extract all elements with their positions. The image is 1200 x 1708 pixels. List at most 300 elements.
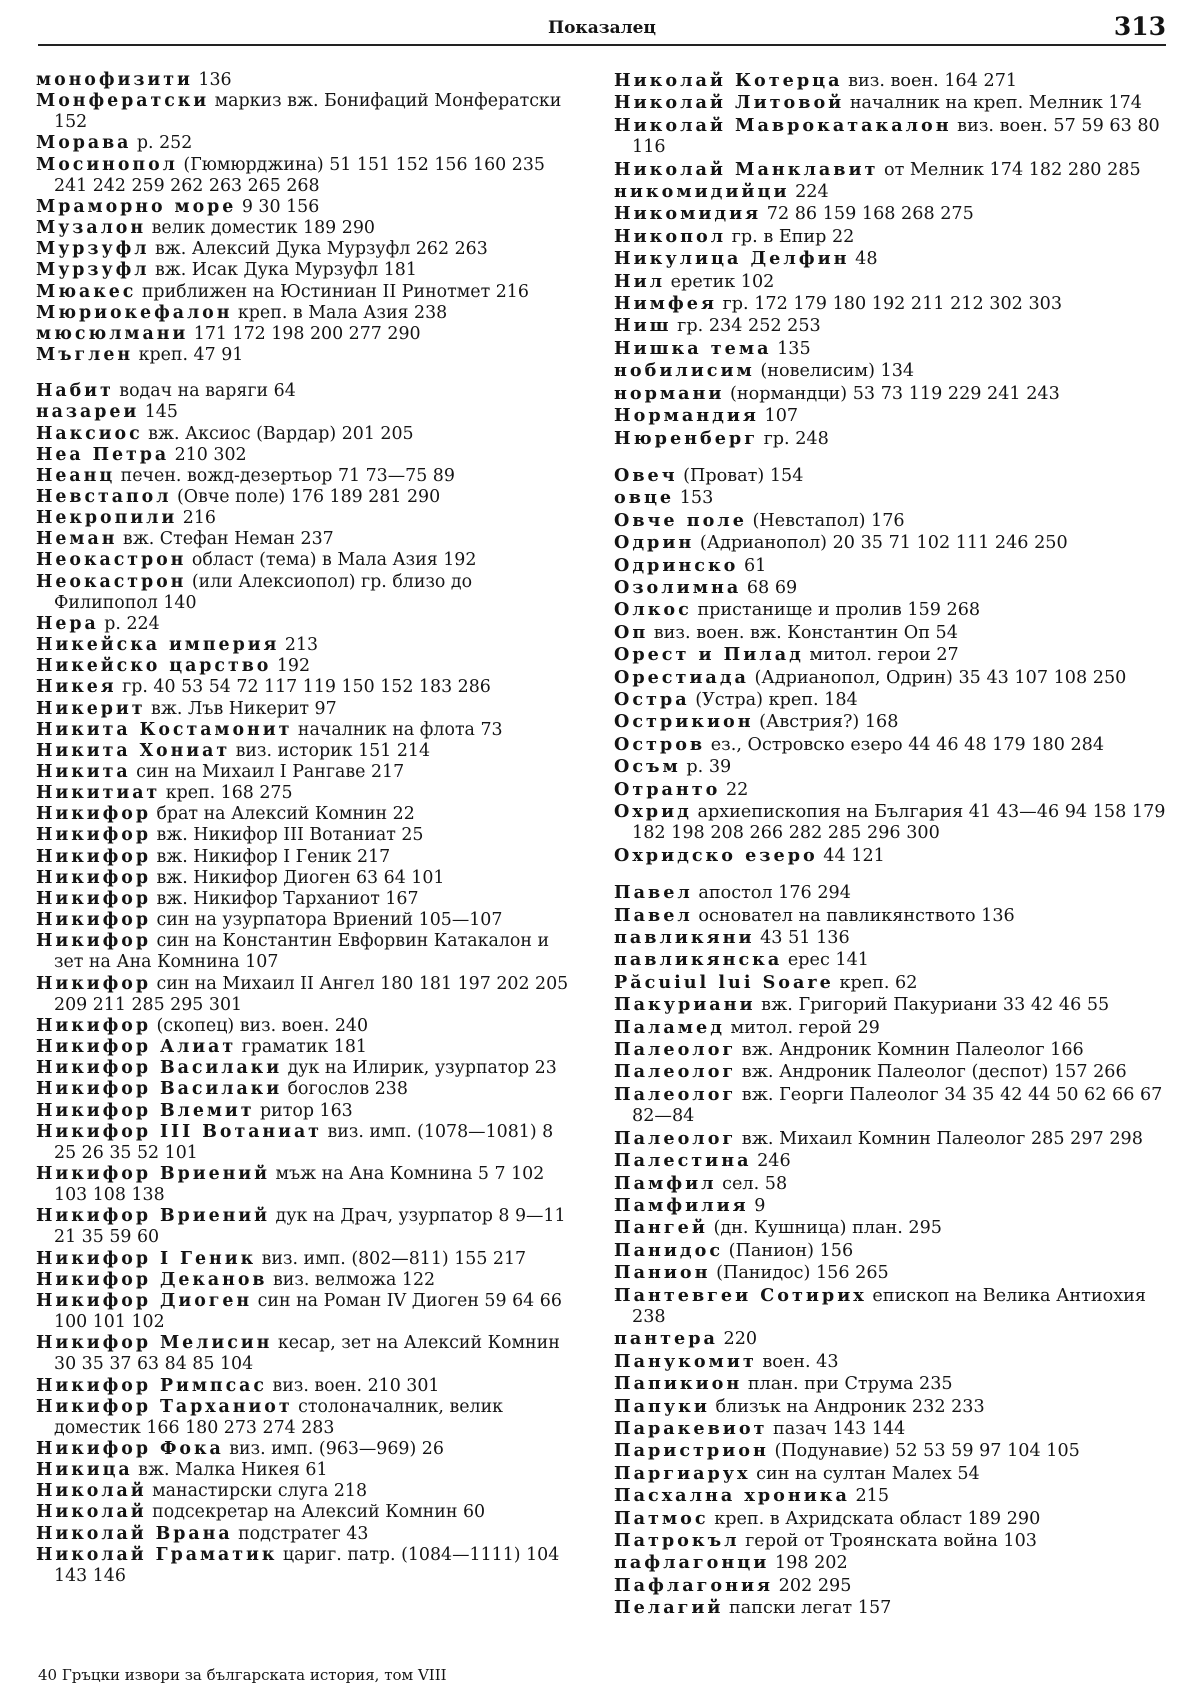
index-entry (36, 1037, 576, 1058)
index-headword: Николай (36, 1481, 147, 1502)
index-references: вж. Алексий Дука Мурзуфл 262 263 (149, 239, 488, 260)
index-references: пазач 143 144 (767, 1418, 906, 1439)
index-entry (614, 1240, 1166, 1262)
index-entry (36, 741, 576, 762)
index-headword: Одрин (614, 532, 695, 554)
index-headword: Набит (36, 381, 114, 402)
index-entry (36, 677, 576, 698)
index-entry (36, 324, 576, 345)
index-references: креп. 47 91 (133, 345, 244, 366)
index-references: митол. герои 27 (803, 645, 959, 666)
index-entry (36, 1333, 576, 1375)
index-headword: Нормандия (614, 405, 759, 427)
index-column-left (36, 70, 576, 1587)
index-references: (Проват) 154 (677, 465, 804, 486)
index-entry (614, 1195, 1166, 1217)
index-references: план. при Струма 235 (742, 1374, 953, 1395)
index-headword: Неокастрон (36, 550, 187, 571)
index-entry (614, 203, 1166, 225)
index-references: 224 (789, 182, 829, 203)
index-entry (614, 1575, 1166, 1597)
index-entry (36, 910, 576, 931)
index-entry (36, 572, 576, 614)
index-headword: Нимфея (614, 293, 717, 315)
index-entry (614, 1373, 1166, 1395)
index-headword: Овеч (614, 464, 678, 486)
index-references: апостол 176 294 (692, 883, 851, 904)
index-entry (614, 360, 1166, 382)
index-entry (36, 218, 576, 239)
index-headword: Паргиарух (614, 1462, 751, 1484)
index-references: 202 295 (773, 1575, 852, 1596)
index-headword: павликянска (614, 949, 783, 971)
index-headword: Никея (36, 677, 117, 698)
index-references: мъж на Ана Комнина 5 7 102 103 108 138 (54, 1163, 545, 1206)
index-entry (614, 1262, 1166, 1284)
index-headword: Панидос (614, 1239, 724, 1261)
index-entry (614, 801, 1166, 845)
index-references: виз. историк 151 214 (230, 740, 431, 761)
index-references: приближен на Юстиниан II Ринотмет 216 (136, 281, 529, 302)
index-headword: Никифор (36, 931, 151, 952)
index-headword: Отранто (614, 778, 721, 800)
index-headword: Неокастрон (36, 571, 187, 592)
index-references: син на узурпатора Вриений 105—107 (150, 910, 503, 931)
index-entry (614, 1128, 1166, 1150)
index-entry (614, 1597, 1166, 1619)
index-headword: овце (614, 487, 675, 509)
index-entry (614, 248, 1166, 270)
index-references: виз. воен. 210 301 (266, 1375, 440, 1396)
index-headword: Никифор (36, 973, 151, 994)
index-headword: Никифор Мелисин (36, 1333, 273, 1354)
index-entry (614, 779, 1166, 801)
index-headword: Никифор (36, 1015, 151, 1036)
index-entry (614, 181, 1166, 203)
index-headword: Нюренберг (614, 427, 758, 449)
index-references: гр. 172 179 180 192 211 212 302 303 (716, 294, 1063, 315)
index-headword: никомидийци (614, 181, 790, 203)
index-entry (36, 381, 576, 402)
index-references: виз. воен. 57 59 63 80 116 (632, 115, 1160, 158)
index-entry (614, 293, 1166, 315)
index-references: 192 (271, 656, 311, 677)
index-headword: Павел (614, 904, 693, 926)
index-entry (36, 1270, 576, 1291)
index-headword: мюсюлмани (36, 323, 189, 344)
index-references: 22 (720, 779, 749, 800)
index-headword: Мюриокефалон (36, 302, 233, 323)
index-entry (614, 949, 1166, 971)
index-entry (614, 1351, 1166, 1373)
index-references: гр. 234 252 253 (671, 316, 821, 337)
index-headword: Păcuiul lui Soare (614, 971, 834, 993)
index-references: (Австрия?) 168 (753, 712, 899, 733)
index-references: основател на павликянството 136 (692, 905, 1015, 926)
index-references: (скопец) виз. воен. 240 (150, 1015, 369, 1036)
index-headword: Никифор (36, 867, 151, 888)
index-references: 43 51 136 (754, 928, 850, 949)
index-entry (614, 711, 1166, 733)
index-entry (614, 1173, 1166, 1195)
index-headword: Монфератски (36, 91, 210, 112)
index-headword: Николай Литовой (614, 92, 845, 114)
index-references: вж. Никифор Тарханиот 167 (150, 888, 419, 909)
index-entry (614, 1485, 1166, 1507)
index-headword: Николай Врана (36, 1523, 233, 1544)
index-entry (36, 1016, 576, 1037)
index-entry (614, 577, 1166, 599)
index-entry (36, 282, 576, 303)
index-entry (614, 1552, 1166, 1574)
footer-signature: 40 Гръцки извори за българската история, том VIII (38, 1666, 447, 1684)
index-references: ритор 163 (254, 1100, 353, 1121)
index-entry (36, 445, 576, 466)
index-headword: Никифор Василаки (36, 1079, 283, 1100)
index-entry (614, 510, 1166, 532)
index-headword: Пакуриани (614, 994, 756, 1016)
index-references: виз. имп. (802—811) 155 217 (256, 1248, 527, 1269)
index-entry (614, 428, 1166, 450)
running-title: Показалец (548, 18, 656, 38)
index-references: 72 86 159 168 268 275 (761, 204, 974, 225)
index-headword: Никита Хониат (36, 740, 231, 761)
index-headword: Паристрион (614, 1440, 769, 1462)
index-headword: Одринско (614, 554, 739, 576)
index-entry (614, 1463, 1166, 1485)
index-headword: Наксиос (36, 423, 143, 444)
index-headword: Никифор Вриений (36, 1163, 271, 1184)
index-entry (614, 644, 1166, 666)
index-entry (36, 1439, 576, 1460)
index-entry (614, 972, 1166, 994)
index-headword: Памфил (614, 1172, 717, 1194)
index-references: син на Роман IV Диоген 59 64 66 100 101 102 (54, 1290, 562, 1333)
index-headword: Острикион (614, 711, 754, 733)
index-references: еретик 102 (665, 271, 775, 292)
index-entry (614, 1217, 1166, 1239)
index-headword: Осъм (614, 756, 681, 778)
index-references: сел. 58 (716, 1173, 788, 1194)
index-references: ез., Островско езеро 44 46 48 179 180 284 (705, 734, 1105, 755)
index-headword: Озолимна (614, 576, 742, 598)
index-entry (614, 994, 1166, 1016)
index-references: маркиз вж. Бонифаций Монфератски 152 (54, 91, 562, 133)
index-headword: Палеолог (614, 1127, 737, 1149)
index-headword: Никифор (36, 825, 151, 846)
index-references: воен. 43 (756, 1351, 839, 1372)
index-references: (Панидос) 156 265 (710, 1263, 889, 1284)
index-references: 213 (279, 635, 319, 656)
index-entry (36, 1206, 576, 1248)
index-references: вж. Григорий Пакуриани 33 42 46 55 (755, 995, 1110, 1016)
index-entry (36, 508, 576, 529)
index-references: вж. Никифор I Геник 217 (150, 846, 391, 867)
index-headword: Никифор (36, 910, 151, 931)
index-headword: пантера (614, 1328, 718, 1350)
index-entry (614, 487, 1166, 509)
index-entry (614, 599, 1166, 621)
index-headword: Николай Котерца (614, 70, 843, 91)
index-entry (614, 465, 1166, 487)
index-references: пристанище и пролив 159 268 (691, 600, 981, 621)
index-entry (36, 1460, 576, 1481)
index-references: 215 (849, 1486, 890, 1507)
index-headword: Никерит (36, 698, 146, 719)
index-headword: назареи (36, 402, 140, 423)
index-headword: Неман (36, 529, 118, 550)
index-references: 9 30 156 (236, 196, 320, 217)
index-entry (36, 699, 576, 720)
index-entry (36, 345, 576, 366)
index-headword: Паракевиот (614, 1417, 768, 1439)
index-headword: Нил (614, 270, 666, 292)
index-references: дук на Илирик, узурпатор 23 (282, 1058, 557, 1079)
index-references: 9 (748, 1195, 766, 1216)
index-entry (36, 155, 576, 197)
index-headword: Неа Петра (36, 444, 170, 465)
index-headword: Пафлагония (614, 1574, 774, 1596)
index-references: граматик 181 (236, 1037, 367, 1058)
index-references: цариг. патр. (1084—1111) 104 143 146 (54, 1544, 560, 1586)
index-references: креп. в Мала Азия 238 (232, 302, 448, 323)
index-entry (36, 303, 576, 324)
index-entry (614, 1285, 1166, 1329)
index-entry (614, 92, 1166, 114)
index-headword: Никомидия (614, 203, 762, 225)
index-references: (или Алексиопол) гр. близо до Филипопол 140 (54, 571, 473, 613)
index-headword: Мъглен (36, 345, 134, 366)
index-entry (614, 1328, 1166, 1350)
index-references: герой от Троянската война 103 (739, 1531, 1037, 1551)
index-references: началник на креп. Мелник 174 (844, 93, 1142, 114)
index-entry (36, 424, 576, 445)
index-references: 61 (738, 555, 767, 576)
index-references: 136 (192, 70, 232, 90)
index-entry (36, 70, 576, 91)
index-headword: Паламед (614, 1016, 725, 1038)
index-headword: Олкос (614, 599, 692, 621)
index-references: 220 (717, 1329, 758, 1350)
index-entry (614, 622, 1166, 644)
index-headword: Ниш (614, 315, 672, 337)
index-entry (36, 239, 576, 260)
index-headword: Охрид (614, 801, 692, 822)
index-references: креп. в Ахридската област 189 290 (708, 1508, 1041, 1529)
index-references: вж. Никифор Диоген 63 64 101 (150, 867, 445, 888)
index-headword: Патмос (614, 1507, 709, 1529)
index-headword: нормани (614, 382, 725, 404)
index-entry (614, 882, 1166, 904)
index-references: вж. Михаил Комнин Палеолог 285 297 298 (736, 1128, 1143, 1149)
page-header (38, 14, 1166, 46)
index-entry (614, 555, 1166, 577)
index-references: (Адрианопол) 20 35 71 102 111 246 250 (694, 533, 1068, 554)
index-headword: Оп (614, 621, 649, 643)
index-references: (нормандци) 53 73 119 229 241 243 (724, 383, 1060, 404)
index-headword: Никица (36, 1460, 133, 1481)
index-entry (36, 614, 576, 635)
index-references: 145 (139, 402, 178, 423)
index-references: водач на варяги 64 (113, 381, 296, 402)
index-references: 198 202 (769, 1553, 848, 1574)
index-headword: Никифор Алиат (36, 1037, 237, 1058)
index-headword: Орест и Пилад (614, 644, 804, 666)
index-headword: Овче поле (614, 509, 747, 531)
index-headword: Охридско езеро (614, 844, 818, 866)
index-references: (Подунавие) 52 53 59 97 104 105 (768, 1441, 1080, 1462)
index-entry (36, 656, 576, 677)
index-entry (614, 845, 1166, 867)
index-references: вж. Лъв Никерит 97 (145, 698, 337, 719)
index-references: вж. Малка Никея 61 (132, 1460, 328, 1481)
index-references: 44 121 (817, 845, 885, 866)
index-entry (614, 271, 1166, 293)
index-headword: Палеолог (614, 1061, 737, 1083)
index-headword: нобилисим (614, 360, 755, 382)
index-headword: монофизити (36, 70, 193, 90)
index-headword: Никифор (36, 846, 151, 867)
index-entry (614, 383, 1166, 405)
index-references: манастирски слуга 218 (146, 1481, 368, 1502)
index-headword: Пангей (614, 1217, 708, 1239)
index-references: от Мелник 174 182 280 285 (878, 159, 1141, 180)
index-references: (дн. Кушница) план. 295 (707, 1218, 942, 1239)
index-entry (36, 260, 576, 281)
index-entry (36, 133, 576, 154)
index-references: (Овче поле) 176 189 281 290 (171, 486, 441, 507)
index-entry (614, 226, 1166, 248)
index-entry (36, 197, 576, 218)
index-entry (36, 1058, 576, 1079)
index-references: виз. велможа 122 (267, 1269, 436, 1290)
index-entry (614, 1508, 1166, 1530)
index-entry (614, 315, 1166, 337)
index-entry (36, 804, 576, 825)
index-entry (36, 1545, 576, 1587)
index-references: (новелисим) 134 (754, 361, 915, 382)
index-references: епископ на Велика Антиохия 238 (632, 1285, 1146, 1327)
index-headword: Неанц (36, 465, 116, 486)
index-references: близък на Андроник 232 233 (709, 1396, 985, 1417)
index-headword: Никифор I Геник (36, 1248, 257, 1269)
index-headword: Патрокъл (614, 1530, 740, 1551)
index-references: виз. имп. (1078—1081) 8 25 26 35 52 101 (54, 1121, 554, 1163)
index-headword: Музалон (36, 218, 147, 239)
index-entry (36, 1524, 576, 1545)
index-references: печен. вожд-дезертьор 71 73—75 89 (115, 465, 455, 486)
index-references: виз. имп. (963—969) 26 (223, 1439, 444, 1459)
index-entry (36, 1079, 576, 1100)
index-entry (36, 1481, 576, 1502)
index-entry (36, 1164, 576, 1206)
index-references: син на Михаил I Рангаве 217 (130, 762, 405, 782)
index-references: дук на Драч, узурпатор 8 9—11 21 35 59 60 (54, 1206, 566, 1248)
index-headword: Никопол (614, 225, 727, 247)
index-headword: Никифор Деканов (36, 1269, 268, 1290)
index-headword: Никифор Диоген (36, 1290, 253, 1311)
index-entry (614, 1440, 1166, 1462)
index-entry (614, 1017, 1166, 1039)
index-entry (36, 889, 576, 910)
index-headword: Мюакес (36, 281, 137, 302)
index-references: митол. герой 29 (724, 1017, 880, 1038)
index-headword: Некропили (36, 508, 178, 529)
index-references: подсекретар на Алексий Комнин 60 (146, 1502, 486, 1523)
index-entry (614, 1150, 1166, 1172)
index-headword: Николай Маврокатакалон (614, 114, 952, 136)
index-column-right (614, 70, 1166, 1620)
index-references: виз. воен. 164 271 (842, 71, 1018, 91)
index-headword: Мраморно море (36, 196, 237, 217)
index-entry (36, 1502, 576, 1523)
index-references: папски легат 157 (723, 1598, 892, 1619)
index-headword: Невстапол (36, 486, 172, 507)
index-headword: Никифор III Вотаниат (36, 1121, 322, 1142)
index-references: р. 39 (680, 757, 732, 778)
index-entry (36, 402, 576, 423)
index-references: богослов 238 (282, 1079, 408, 1100)
index-references: ерес 141 (782, 950, 869, 971)
index-entry (614, 159, 1166, 181)
page-number: 313 (1113, 12, 1166, 41)
index-headword: Никифор Влемит (36, 1100, 255, 1121)
index-headword: Палеолог (614, 1039, 737, 1061)
index-headword: Никифор (36, 888, 151, 909)
index-references: 107 (758, 406, 799, 427)
index-entry (36, 1397, 576, 1439)
index-headword: Палестина (614, 1150, 752, 1172)
index-entry (614, 756, 1166, 778)
index-entry (36, 550, 576, 571)
index-references: вж. Никифор III Вотаниат 25 (150, 825, 424, 846)
index-entry (36, 825, 576, 846)
index-headword: Орестиада (614, 666, 749, 688)
index-headword: павликяни (614, 927, 755, 949)
header-rule (38, 44, 1166, 46)
index-headword: Никита Костамонит (36, 719, 293, 740)
index-headword: Панукомит (614, 1350, 757, 1372)
index-entry (614, 927, 1166, 949)
index-entry (614, 905, 1166, 927)
index-entry (36, 1122, 576, 1164)
index-references: брат на Алексий Комнин 22 (150, 804, 415, 825)
index-entry (36, 720, 576, 741)
index-entry (614, 734, 1166, 756)
index-references: (Невстапол) 176 (746, 510, 905, 531)
index-references: 216 (177, 508, 216, 529)
index-entry (614, 70, 1166, 92)
index-references: велик доместик 189 290 (146, 218, 375, 239)
index-references: столоначалник, велик доместик 166 180 273 274 283 (54, 1396, 504, 1438)
index-references: вж. Исак Дука Мурзуфл 181 (149, 260, 417, 281)
index-entry (614, 1061, 1166, 1083)
index-references: архиепископия на България 41 43—46 94 158 179 182 198 208 266 282 285 296 300 (632, 802, 1166, 844)
index-references: вж. Андроник Комнин Палеолог 166 (736, 1040, 1084, 1061)
index-headword: Мосинопол (36, 154, 178, 175)
index-references: подстрaтег 43 (232, 1523, 369, 1544)
index-entry (36, 762, 576, 783)
index-headword: Мурзуфл (36, 239, 150, 260)
index-entry (36, 466, 576, 487)
index-references: (Адрианопол, Одрин) 35 43 107 108 250 (748, 667, 1127, 688)
index-headword: Пасхална хроника (614, 1485, 850, 1507)
index-entry (614, 532, 1166, 554)
index-references: 135 (771, 338, 811, 359)
index-references: началник на флота 73 (292, 719, 503, 740)
index-references: креп. 62 (833, 972, 918, 993)
index-references: кесар, зет на Алексий Комнин 30 35 37 63 84 85 104 (54, 1333, 560, 1375)
